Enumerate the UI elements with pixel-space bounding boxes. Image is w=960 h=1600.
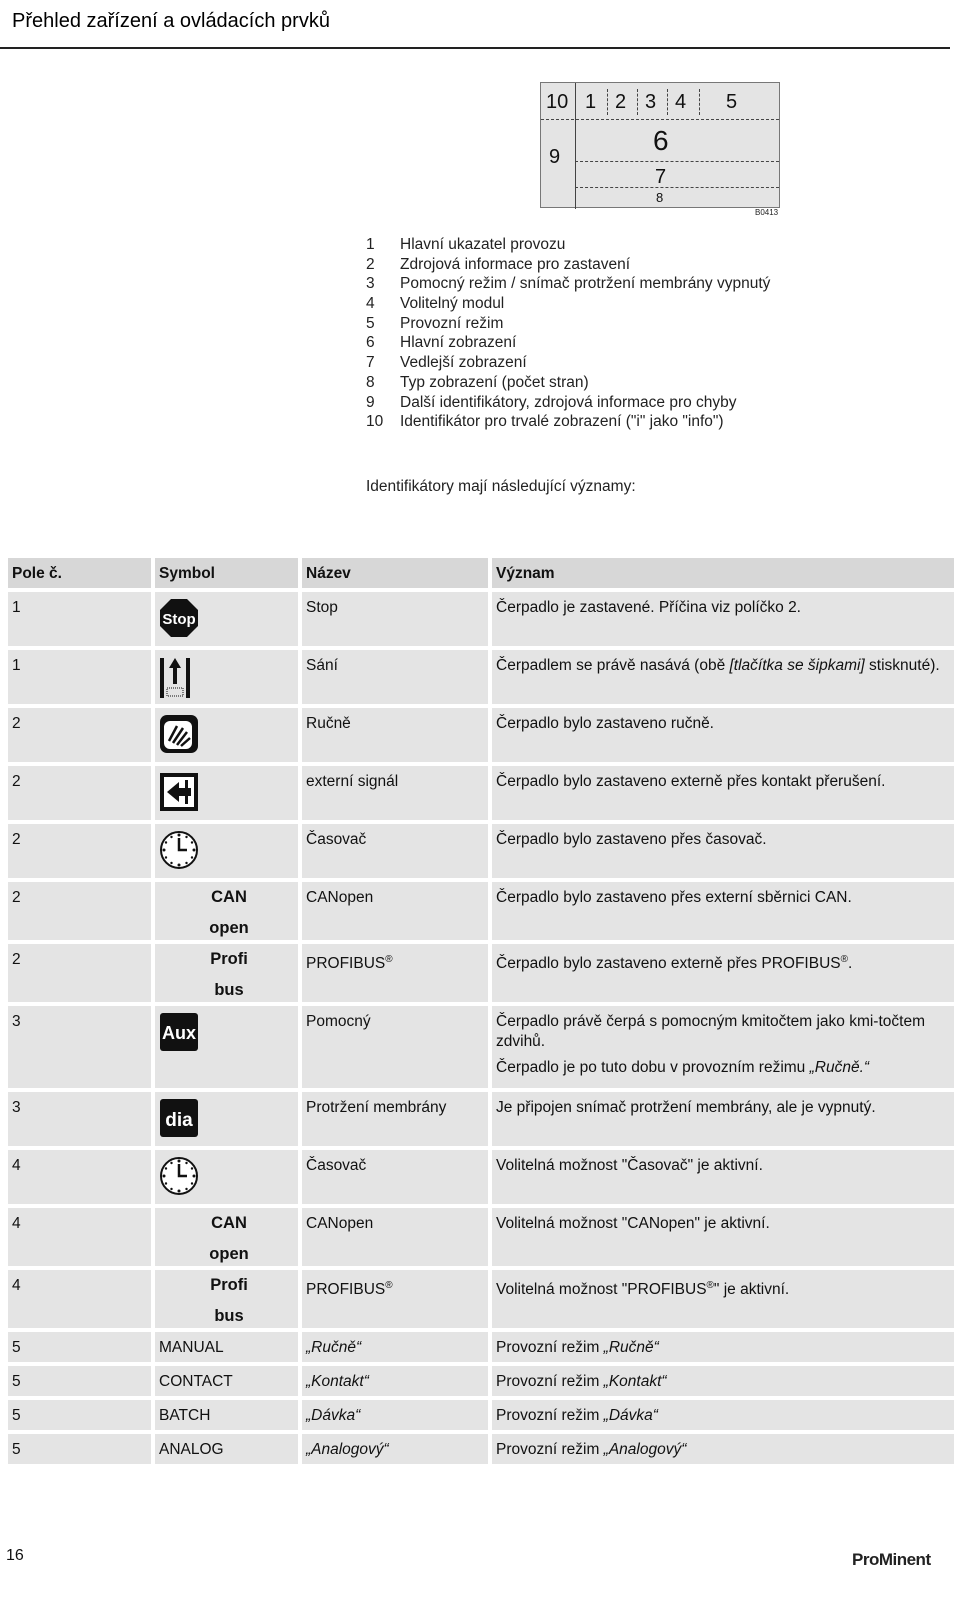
meaning-text: Čerpadlo je po tuto dobu v provozním režimu xyxy=(496,1059,810,1076)
field-number: 2 xyxy=(12,951,21,968)
header-name: Název xyxy=(302,558,488,588)
field-number: 3 xyxy=(12,1013,21,1030)
meaning-text: Čerpadlem se právě nasává (obě xyxy=(496,657,730,674)
field-number: 2 xyxy=(12,773,21,790)
legend-text: Další identifikátory, zdrojová informace pro chyby xyxy=(400,393,737,411)
cell-field xyxy=(8,650,151,704)
symbol-line: CAN xyxy=(211,888,247,906)
cell-name xyxy=(302,708,488,762)
cell-symbol xyxy=(155,944,298,1002)
field-number: 5 xyxy=(12,1339,21,1356)
cell-meaning xyxy=(492,1366,954,1396)
display-diagram xyxy=(540,82,780,208)
meaning-emph: „Kontakt“ xyxy=(603,1373,667,1390)
meaning-text: Provozní režim xyxy=(496,1441,604,1458)
table-row xyxy=(8,708,954,766)
diagram-label-4: 4 xyxy=(675,91,687,113)
legend-number: 10 xyxy=(366,413,384,431)
figure-code: B0413 xyxy=(755,208,779,217)
legend-number: 9 xyxy=(366,393,375,411)
svg-text:dia: dia xyxy=(165,1110,193,1131)
cell-symbol xyxy=(155,592,298,646)
symbol-line: Profi xyxy=(210,1276,248,1294)
registered-mark: ® xyxy=(385,1280,393,1291)
legend-item xyxy=(366,393,770,413)
diagram-divider xyxy=(575,83,576,209)
svg-text:Aux: Aux xyxy=(161,1023,197,1043)
meaning-text: Provozní režim xyxy=(496,1407,604,1424)
hand-icon xyxy=(159,714,294,760)
cell-name xyxy=(302,882,488,940)
symbol-text: CONTACT xyxy=(159,1373,233,1390)
table-header-row xyxy=(8,558,954,592)
cell-meaning xyxy=(492,1150,954,1204)
diagram-sep xyxy=(667,89,668,115)
meaning-emph: „Ručně“ xyxy=(603,1339,659,1356)
cell-name xyxy=(302,1092,488,1146)
legend-number: 8 xyxy=(366,373,375,391)
table-row xyxy=(8,1332,954,1366)
symbol-text xyxy=(189,944,269,1006)
cell-symbol xyxy=(155,1270,298,1328)
table-row xyxy=(8,1366,954,1400)
aux-icon xyxy=(159,1012,294,1058)
diagram-label-6: 6 xyxy=(653,125,669,156)
cell-meaning xyxy=(492,1092,954,1146)
header-symbol: Symbol xyxy=(155,558,298,588)
name-text: externí signál xyxy=(306,773,399,790)
legend-text: Hlavní ukazatel provozu xyxy=(400,236,566,253)
title-rule xyxy=(0,47,950,49)
cell-symbol xyxy=(155,1006,298,1088)
header-meaning: Význam xyxy=(492,558,954,588)
dia-icon xyxy=(159,1098,294,1144)
cell-name xyxy=(302,650,488,704)
cell-symbol xyxy=(155,1434,298,1464)
legend-item xyxy=(366,255,770,275)
table-row xyxy=(8,1434,954,1468)
cell-field xyxy=(8,824,151,878)
table-row xyxy=(8,766,954,824)
cell-meaning xyxy=(492,650,954,704)
page-title: Přehled zařízení a ovládacích prvků xyxy=(12,10,330,32)
stop-icon xyxy=(159,598,294,644)
legend-text: Volitelný modul xyxy=(400,295,505,313)
cell-field xyxy=(8,1434,151,1464)
cell-meaning xyxy=(492,1434,954,1464)
cell-field xyxy=(8,1332,151,1362)
name-text: CANopen xyxy=(306,1215,374,1232)
cell-field xyxy=(8,1006,151,1088)
table-row xyxy=(8,1150,954,1208)
symbol-text: BATCH xyxy=(159,1407,211,1424)
legend-text: Vedlejší zobrazení xyxy=(400,354,527,372)
field-number: 5 xyxy=(12,1373,21,1390)
meaning-text: Provozní režim xyxy=(496,1339,604,1356)
meaning-text: Volitelná možnost "PROFIBUS xyxy=(496,1281,707,1299)
name-text: Stop xyxy=(306,599,338,616)
name-text: Ručně xyxy=(306,715,351,732)
cell-name xyxy=(302,766,488,820)
diagram-hline xyxy=(575,187,779,188)
cell-name xyxy=(302,1434,488,1464)
field-number: 4 xyxy=(12,1215,21,1232)
table-row xyxy=(8,592,954,650)
meaning-text: Volitelná možnost "CANopen" je aktivní. xyxy=(496,1215,770,1232)
name-text: „Ručně“ xyxy=(306,1339,362,1356)
diagram-label-5: 5 xyxy=(726,91,738,113)
registered-mark: ® xyxy=(840,954,848,965)
cell-meaning xyxy=(492,1270,954,1328)
diagram-hline xyxy=(575,161,779,162)
cell-symbol xyxy=(155,1400,298,1430)
cell-meaning xyxy=(492,1332,954,1362)
meaning-text: stisknuté). xyxy=(864,657,940,674)
legend-item xyxy=(366,294,770,314)
legend-number: 3 xyxy=(366,275,375,293)
cell-symbol xyxy=(155,1150,298,1204)
diagram-label-10: 10 xyxy=(546,91,569,113)
name-text: CANopen xyxy=(306,889,374,906)
name-text: PROFIBUS xyxy=(306,955,386,973)
diagram-label-2: 2 xyxy=(615,91,627,113)
cell-meaning xyxy=(492,1006,954,1088)
meaning-text: Čerpadlo bylo zastaveno přes externí sběrnici CAN. xyxy=(496,889,852,906)
cell-field xyxy=(8,708,151,762)
legend-text: Pomocný režim / snímač protržení membrány vypnutý xyxy=(400,275,771,293)
legend-item xyxy=(366,333,770,353)
diagram-label-7: 7 xyxy=(655,166,667,188)
legend-number: 5 xyxy=(366,314,375,332)
legend-item xyxy=(366,274,770,294)
cell-meaning xyxy=(492,882,954,940)
diagram-label-1: 1 xyxy=(585,91,597,113)
identifier-table xyxy=(8,558,954,1468)
meaning-emph: „Ručně.“ xyxy=(809,1059,870,1076)
legend-number: 2 xyxy=(366,255,375,273)
cell-name xyxy=(302,1332,488,1362)
field-number: 2 xyxy=(12,889,21,906)
meaning-text: . xyxy=(848,955,853,973)
cell-name xyxy=(302,1150,488,1204)
field-number: 3 xyxy=(12,1099,21,1116)
cell-meaning xyxy=(492,1208,954,1266)
legend-item xyxy=(366,235,770,255)
meaning-paragraph xyxy=(496,1058,950,1078)
cell-field xyxy=(8,1270,151,1328)
meaning-text: Čerpadlo bylo zastaveno externě přes PROFIBUS xyxy=(496,955,841,973)
name-text: „Analogový“ xyxy=(306,1441,389,1458)
cell-symbol xyxy=(155,1332,298,1362)
field-number: 1 xyxy=(12,657,21,674)
cell-symbol xyxy=(155,882,298,940)
symbol-line: CAN xyxy=(211,1214,247,1232)
legend-number: 4 xyxy=(366,295,375,313)
table-row xyxy=(8,944,954,1006)
legend-text: Provozní režim xyxy=(400,314,504,332)
legend-list xyxy=(366,235,770,432)
diagram-label-3: 3 xyxy=(645,91,657,113)
cell-symbol xyxy=(155,824,298,878)
cell-meaning xyxy=(492,1400,954,1430)
symbol-text xyxy=(189,1270,269,1332)
legend-text: Zdrojová informace pro zastavení xyxy=(400,255,631,273)
table-row xyxy=(8,1400,954,1434)
meaning-emph: „Dávka“ xyxy=(603,1407,658,1424)
clock-icon xyxy=(159,830,294,876)
name-text: „Dávka“ xyxy=(306,1407,361,1424)
clock-icon xyxy=(159,1156,294,1202)
table-row xyxy=(8,1208,954,1270)
meaning-text: " je aktivní. xyxy=(713,1281,790,1299)
cell-name xyxy=(302,1366,488,1396)
meaning-text: Čerpadlo bylo zastaveno přes časovač. xyxy=(496,831,767,848)
cell-name xyxy=(302,1270,488,1328)
meaning-text: Je připojen snímač protržení membrány, ale je vypnutý. xyxy=(496,1099,876,1116)
table-row xyxy=(8,1006,954,1092)
cell-meaning xyxy=(492,766,954,820)
cell-name xyxy=(302,1006,488,1088)
diagram-sep xyxy=(607,89,608,115)
symbol-text: MANUAL xyxy=(159,1339,224,1356)
cell-symbol xyxy=(155,1366,298,1396)
meaning-emph: [tlačítka se šipkami] xyxy=(729,657,865,674)
svg-text:Stop: Stop xyxy=(162,611,196,628)
table-row xyxy=(8,650,954,708)
legend-item xyxy=(366,314,770,334)
name-text: Časovač xyxy=(306,1157,367,1174)
cell-symbol xyxy=(155,708,298,762)
legend-item xyxy=(366,373,770,393)
name-text: „Kontakt“ xyxy=(306,1373,369,1390)
cell-field xyxy=(8,1366,151,1396)
cell-name xyxy=(302,592,488,646)
cell-name xyxy=(302,1400,488,1430)
cell-field xyxy=(8,592,151,646)
meaning-text: Čerpadlo bylo zastaveno externě přes kontakt přerušení. xyxy=(496,773,886,790)
diagram-label-8: 8 xyxy=(656,190,664,205)
legend-text: Hlavní zobrazení xyxy=(400,334,517,352)
legend-item xyxy=(366,353,770,373)
brand-logo: ProMinent xyxy=(852,1550,931,1569)
meaning-text: Čerpadlo bylo zastaveno ručně. xyxy=(496,715,714,732)
table-row xyxy=(8,882,954,944)
symbol-line: open xyxy=(209,1245,249,1263)
cell-meaning xyxy=(492,708,954,762)
field-number: 5 xyxy=(12,1407,21,1424)
symbol-line: bus xyxy=(214,1307,244,1325)
field-number: 2 xyxy=(12,715,21,732)
name-text: Časovač xyxy=(306,831,367,848)
cell-meaning xyxy=(492,944,954,1002)
name-text: PROFIBUS xyxy=(306,1281,386,1299)
field-number: 1 xyxy=(12,599,21,616)
legend-number: 6 xyxy=(366,334,375,352)
name-text: Protržení membrány xyxy=(306,1099,447,1116)
field-number: 5 xyxy=(12,1441,21,1458)
symbol-text xyxy=(189,1208,269,1270)
meaning-text: Čerpadlo je zastavené. Příčina viz políčko 2. xyxy=(496,599,801,616)
field-number: 4 xyxy=(12,1157,21,1174)
cell-field xyxy=(8,1092,151,1146)
symbol-line: open xyxy=(209,919,249,937)
header-field: Pole č. xyxy=(8,558,151,588)
field-number: 2 xyxy=(12,831,21,848)
symbol-text xyxy=(189,882,269,944)
table-row xyxy=(8,1270,954,1332)
name-text: Pomocný xyxy=(306,1013,371,1030)
registered-mark: ® xyxy=(385,954,393,965)
registered-mark: ® xyxy=(706,1280,714,1291)
cell-symbol xyxy=(155,1092,298,1146)
cell-field xyxy=(8,882,151,940)
cell-name xyxy=(302,944,488,1002)
suction-icon xyxy=(159,656,294,706)
table-row xyxy=(8,1092,954,1150)
meaning-emph: „Analogový“ xyxy=(603,1441,687,1458)
meaning-text: Čerpadlo právě čerpá s pomocným kmitočtem jako kmi-točtem zdvihů. xyxy=(496,1013,925,1050)
legend-item xyxy=(366,412,770,432)
cell-symbol xyxy=(155,766,298,820)
legend-text: Typ zobrazení (počet stran) xyxy=(400,373,589,391)
symbol-text: ANALOG xyxy=(159,1441,224,1458)
cell-field xyxy=(8,944,151,1002)
meaning-text: Provozní režim xyxy=(496,1373,604,1390)
legend-number: 7 xyxy=(366,354,375,372)
diagram-sep xyxy=(637,89,638,115)
external-signal-icon xyxy=(159,772,294,818)
field-number: 4 xyxy=(12,1277,21,1294)
cell-field xyxy=(8,1400,151,1430)
cell-symbol xyxy=(155,1208,298,1266)
diagram-sep xyxy=(699,89,700,115)
page-number: 16 xyxy=(6,1547,24,1564)
symbol-line: Profi xyxy=(210,950,248,968)
cell-meaning xyxy=(492,824,954,878)
cell-symbol xyxy=(155,650,298,704)
cell-name xyxy=(302,1208,488,1266)
cell-meaning xyxy=(492,592,954,646)
name-text: Sání xyxy=(306,657,338,674)
symbol-line: bus xyxy=(214,981,244,999)
intro-text: Identifikátory mají následující významy: xyxy=(366,478,636,495)
diagram-label-9: 9 xyxy=(549,146,561,168)
cell-field xyxy=(8,766,151,820)
diagram-hline xyxy=(541,119,779,120)
cell-field xyxy=(8,1150,151,1204)
cell-field xyxy=(8,1208,151,1266)
cell-name xyxy=(302,824,488,878)
legend-number: 1 xyxy=(366,236,375,253)
meaning-text: Volitelná možnost "Časovač" je aktivní. xyxy=(496,1157,763,1174)
table-row xyxy=(8,824,954,882)
legend-text: Identifikátor pro trvalé zobrazení ("i" jako "info") xyxy=(400,413,724,431)
